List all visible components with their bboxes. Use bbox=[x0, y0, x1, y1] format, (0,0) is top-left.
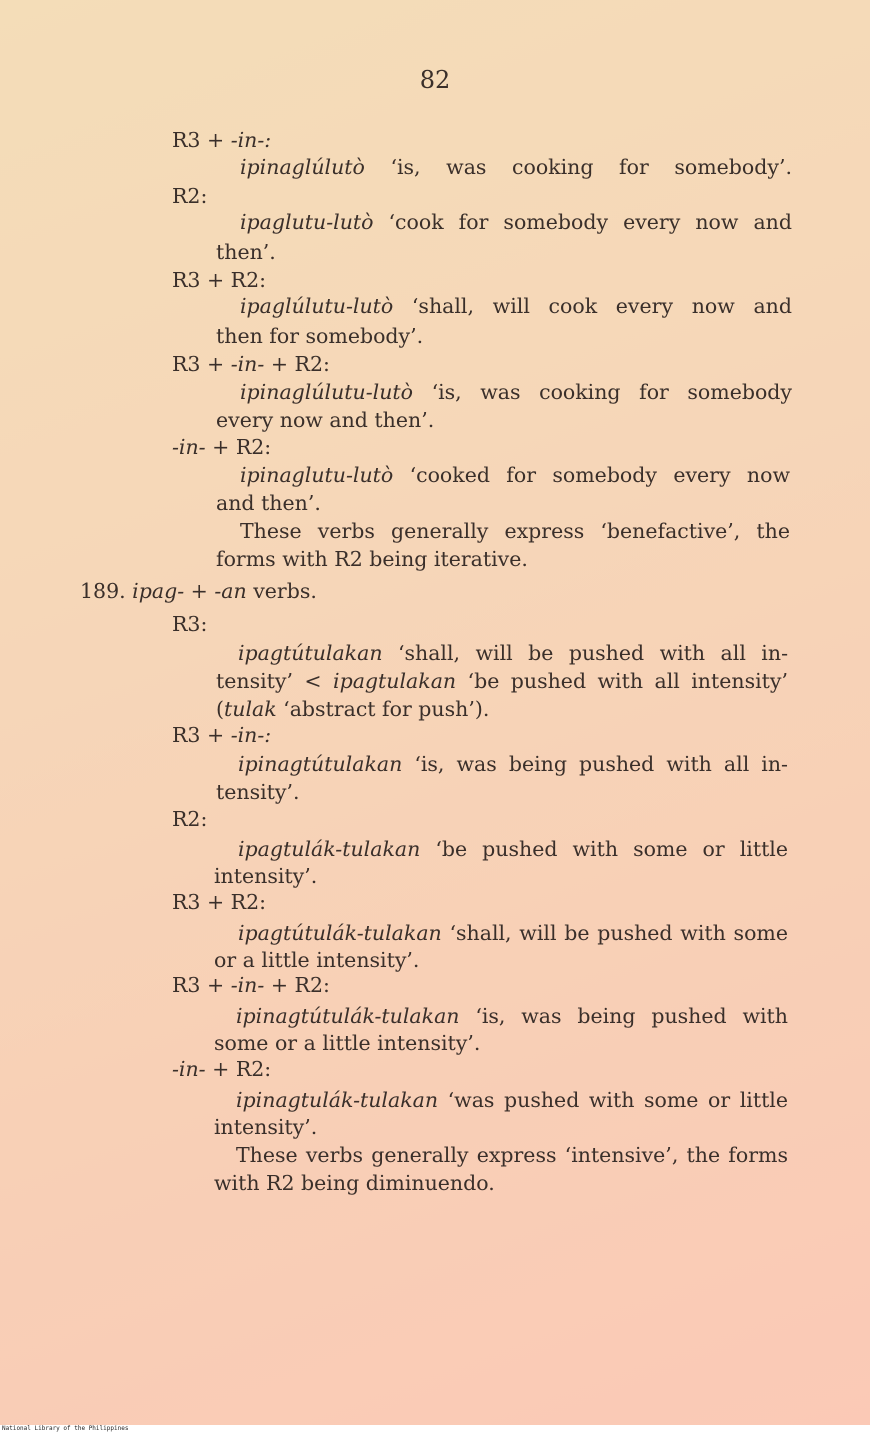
line-text: ‘cook for somebody every now and bbox=[373, 210, 792, 234]
line-text: R3 + bbox=[172, 128, 231, 152]
text-line bbox=[240, 157, 792, 178]
text-line bbox=[80, 581, 317, 602]
line-text: R2: bbox=[172, 184, 208, 208]
text-line bbox=[238, 754, 788, 775]
line-text: and then’. bbox=[216, 491, 321, 515]
text-line bbox=[240, 296, 792, 317]
text-line bbox=[238, 643, 788, 664]
italic-term: -in- bbox=[172, 435, 206, 459]
line-text: every now and then’. bbox=[216, 408, 435, 432]
italic-term: ipagtulakan bbox=[333, 669, 457, 693]
text-line bbox=[172, 437, 271, 458]
text-line bbox=[240, 521, 790, 542]
italic-term: -in- bbox=[172, 1057, 206, 1081]
line-text: ‘cooked for somebody every now bbox=[393, 463, 790, 487]
text-line bbox=[216, 782, 300, 803]
line-text: intensity’. bbox=[214, 1115, 318, 1139]
line-text: + R2: bbox=[264, 352, 330, 376]
italic-term: ipinaglúlutò bbox=[240, 155, 365, 179]
text-line bbox=[172, 270, 266, 291]
line-text: ( bbox=[216, 697, 224, 721]
text-line bbox=[216, 671, 788, 692]
text-line bbox=[216, 326, 423, 347]
line-text: then’. bbox=[216, 240, 276, 264]
text-line bbox=[214, 1117, 317, 1138]
text-line bbox=[216, 699, 489, 720]
line-text: R3 + R2: bbox=[172, 268, 267, 292]
text-line bbox=[240, 382, 792, 403]
italic-term: ipaglutu-lutò bbox=[240, 210, 374, 234]
line-text: tensity’ < bbox=[216, 669, 334, 693]
text-line bbox=[216, 549, 528, 570]
line-text: ‘was pushed with some or little bbox=[438, 1088, 788, 1112]
text-line bbox=[236, 1006, 788, 1027]
italic-term: ipinaglutu-lutò bbox=[240, 463, 394, 487]
line-text: forms with R2 being iterative. bbox=[216, 547, 528, 571]
line-text: or a little intensity’. bbox=[214, 948, 420, 972]
line-text: verbs. bbox=[246, 579, 317, 603]
text-line bbox=[240, 465, 790, 486]
text-line bbox=[172, 975, 330, 996]
text-line bbox=[216, 242, 276, 263]
line-text: ‘abstract for push’). bbox=[276, 697, 490, 721]
footer-credit: National Library of the Philippines bbox=[0, 1425, 870, 1433]
line-text: ‘is, was being pushed with bbox=[459, 1004, 788, 1028]
line-text: + R2: bbox=[205, 1057, 272, 1081]
line-text: R3 + bbox=[172, 973, 231, 997]
text-line bbox=[214, 1033, 480, 1054]
text-line bbox=[172, 1059, 271, 1080]
line-text: ‘be pushed with some or little bbox=[420, 837, 788, 861]
line-text: R3 + bbox=[172, 723, 231, 747]
text-line bbox=[216, 410, 434, 431]
text-line bbox=[238, 923, 788, 944]
line-text: These verbs generally express ‘intensive’, the forms bbox=[236, 1143, 788, 1167]
line-text: ‘is, was being pushed with all in- bbox=[402, 752, 788, 776]
text-line bbox=[172, 892, 266, 913]
text-line bbox=[216, 493, 321, 514]
italic-term: -in-: bbox=[230, 128, 272, 152]
line-text: + R2: bbox=[205, 435, 272, 459]
italic-term: ipinagtútulák-tulakan bbox=[236, 1004, 460, 1028]
italic-term: tulak bbox=[224, 697, 277, 721]
line-text: ‘is, was cooking for somebody’. bbox=[364, 155, 792, 179]
text-line bbox=[240, 212, 792, 233]
line-text: intensity’. bbox=[214, 864, 318, 888]
line-text: R2: bbox=[172, 807, 208, 831]
italic-term: ipinagtulák-tulakan bbox=[236, 1088, 439, 1112]
italic-term: -in- bbox=[230, 973, 265, 997]
line-text: These verbs generally express ‘benefactive’, the bbox=[240, 519, 790, 543]
line-text: ‘shall, will cook every now and bbox=[393, 294, 792, 318]
line-text: 189. bbox=[80, 579, 133, 603]
line-text: ‘be pushed with all intensity’ bbox=[456, 669, 788, 693]
line-text: then for somebody’. bbox=[216, 324, 424, 348]
italic-term: -in-: bbox=[230, 723, 272, 747]
text-line bbox=[238, 839, 788, 860]
line-text: ‘shall, will be pushed with all in- bbox=[382, 641, 788, 665]
italic-term: ipaglúlutu-lutò bbox=[240, 294, 394, 318]
line-text: ‘shall, will be pushed with some bbox=[441, 921, 788, 945]
italic-term: ipinaglúlutu-lutò bbox=[240, 380, 414, 404]
text-line bbox=[172, 809, 207, 830]
text-line bbox=[236, 1145, 788, 1166]
line-text: + bbox=[184, 579, 215, 603]
italic-term: ipagtulák-tulakan bbox=[238, 837, 421, 861]
text-line bbox=[172, 725, 271, 746]
text-line bbox=[214, 1173, 495, 1194]
italic-term: ipinagtútulakan bbox=[238, 752, 403, 776]
line-text: R3 + R2: bbox=[172, 890, 267, 914]
page-number: 82 bbox=[419, 66, 451, 94]
italic-term: -an bbox=[214, 579, 247, 603]
line-text: R3: bbox=[172, 612, 208, 636]
italic-term: ipagtútulák-tulakan bbox=[238, 921, 442, 945]
text-line bbox=[214, 866, 317, 887]
line-text: R3 + bbox=[172, 352, 231, 376]
line-text: some or a little intensity’. bbox=[214, 1031, 481, 1055]
text-line bbox=[172, 130, 271, 151]
italic-term: -in- bbox=[230, 352, 265, 376]
text-line bbox=[172, 614, 207, 635]
text-line bbox=[214, 950, 419, 971]
line-text: tensity’. bbox=[216, 780, 300, 804]
italic-term: ipag- bbox=[132, 579, 185, 603]
text-line bbox=[172, 186, 207, 207]
line-text: with R2 being diminuendo. bbox=[214, 1171, 495, 1195]
line-text: ‘is, was cooking for somebody bbox=[413, 380, 792, 404]
line-text: + R2: bbox=[264, 973, 330, 997]
text-line bbox=[236, 1090, 788, 1111]
italic-term: ipagtútulakan bbox=[238, 641, 383, 665]
text-line bbox=[172, 354, 330, 375]
